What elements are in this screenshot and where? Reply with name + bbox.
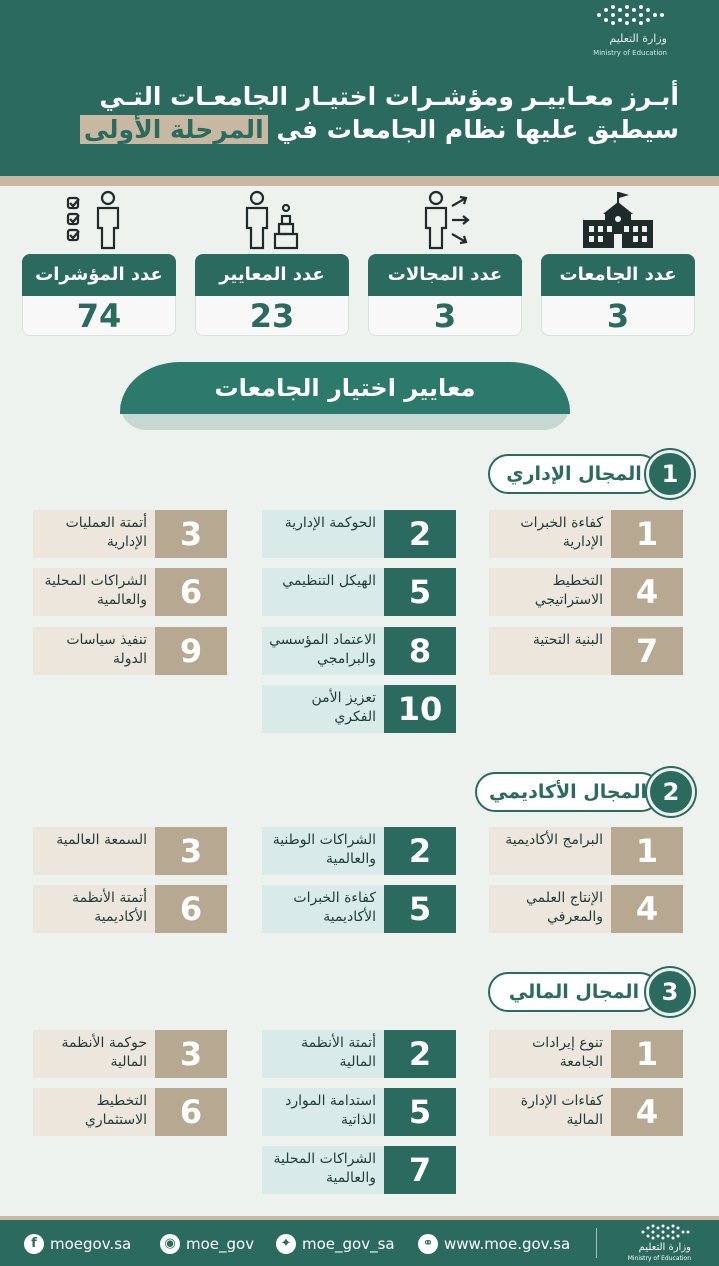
footer	[0, 1220, 719, 1266]
domain-number: 2	[647, 768, 695, 816]
criterion-text: أتمتة الأنظمة الأكاديمية	[33, 885, 155, 933]
criterion-item	[33, 627, 227, 675]
criterion-text: أتمتة العمليات الإدارية	[33, 510, 155, 558]
domain-number: 3	[646, 968, 694, 1016]
criterion-text: استدامة الموارد الذاتية	[262, 1088, 384, 1136]
criterion-number: 1	[611, 827, 683, 875]
criterion-item	[489, 627, 683, 675]
criterion-number: 5	[384, 885, 456, 933]
criterion-item	[262, 1030, 456, 1078]
footer-ministry-name-ar: وزارة التعليم	[638, 1242, 691, 1253]
stat-value: 3	[368, 296, 522, 336]
domain-heading-administrative	[488, 450, 694, 498]
criterion-item	[33, 510, 227, 558]
ministry-dots-icon	[639, 1224, 691, 1240]
criterion-text: البرامج الأكاديمية	[489, 827, 611, 875]
criterion-text: تعزيز الأمن الفكري	[262, 685, 384, 733]
criterion-item	[489, 1030, 683, 1078]
criterion-item	[33, 885, 227, 933]
criterion-item	[33, 827, 227, 875]
twitter-link[interactable]	[276, 1232, 416, 1256]
criterion-item	[489, 1088, 683, 1136]
ministry-name-en: Ministry of Education	[593, 49, 667, 57]
criterion-text: كفاءات الإدارة المالية	[489, 1088, 611, 1136]
criterion-text: التخطيط الاستثماري	[33, 1088, 155, 1136]
stat-criteria	[195, 190, 349, 338]
footer-ministry-name-en: Ministry of Education	[627, 1255, 691, 1262]
criterion-number: 10	[384, 685, 456, 733]
criterion-number: 3	[155, 510, 227, 558]
instagram-handle: moe_gov	[186, 1235, 255, 1253]
criterion-text: التخطيط الاستراتيجي	[489, 568, 611, 616]
twitter-icon: ✦	[276, 1234, 296, 1254]
criterion-text: السمعة العالمية	[33, 827, 155, 875]
checklist-person-icon	[62, 190, 136, 250]
header	[0, 0, 719, 176]
domain-number: 1	[646, 450, 694, 498]
criterion-item	[262, 510, 456, 558]
facebook-link[interactable]	[24, 1232, 144, 1256]
section-title: معايير اختيار الجامعات	[120, 362, 570, 414]
criterion-number: 8	[384, 627, 456, 675]
criterion-item	[33, 568, 227, 616]
stat-universities	[541, 190, 695, 338]
criterion-text: كفاءة الخبرات الإدارية	[489, 510, 611, 558]
person-podium-icon	[235, 190, 309, 250]
stat-label: عدد المعايير	[195, 254, 349, 296]
stat-domains	[368, 190, 522, 338]
globe-icon: ⚭	[418, 1234, 438, 1254]
stat-indicators	[22, 190, 176, 338]
facebook-handle: moegov.sa	[50, 1235, 132, 1253]
page-title	[19, 80, 679, 146]
stat-value: 23	[195, 296, 349, 336]
criterion-number: 5	[384, 1088, 456, 1136]
criterion-item	[262, 1088, 456, 1136]
title-line-1: أبـرز معـاييـر ومؤشـرات اختيـار الجامعـات التـي	[99, 82, 679, 111]
criterion-number: 6	[155, 568, 227, 616]
criterion-number: 2	[384, 510, 456, 558]
criterion-text: تنفيذ سياسات الدولة	[33, 627, 155, 675]
criterion-item	[33, 1088, 227, 1136]
twitter-handle: moe_gov_sa	[302, 1235, 395, 1253]
criterion-item	[262, 685, 456, 733]
criterion-number: 7	[611, 627, 683, 675]
ministry-logo	[544, 4, 669, 60]
criterion-number: 7	[384, 1146, 456, 1194]
criterion-text: أتمتة الأنظمة المالية	[262, 1030, 384, 1078]
criterion-text: الشراكات المحلية والعالمية	[262, 1146, 384, 1194]
criterion-item	[262, 568, 456, 616]
university-building-icon	[581, 190, 655, 250]
domain-heading-academic	[475, 768, 694, 816]
domain-title: المجال الإداري	[488, 454, 660, 494]
stat-label: عدد المجالات	[368, 254, 522, 296]
criterion-number: 2	[384, 827, 456, 875]
website-link[interactable]	[418, 1232, 583, 1256]
criterion-text: الشراكات المحلية والعالمية	[33, 568, 155, 616]
facebook-icon: f	[24, 1234, 44, 1254]
criterion-number: 4	[611, 1088, 683, 1136]
criterion-item	[262, 827, 456, 875]
criterion-number: 4	[611, 885, 683, 933]
website-url: www.moe.gov.sa	[444, 1235, 571, 1253]
criterion-item	[262, 1146, 456, 1194]
criterion-number: 9	[155, 627, 227, 675]
domain-title: المجال المالي	[488, 972, 660, 1012]
criterion-text: حوكمة الأنظمة المالية	[33, 1030, 155, 1078]
stat-label: عدد المؤشرات	[22, 254, 176, 296]
footer-separator	[596, 1228, 597, 1258]
footer-ministry-logo	[599, 1222, 691, 1264]
title-highlight: المرحلة الأولى	[80, 115, 268, 144]
criterion-number: 6	[155, 885, 227, 933]
criterion-number: 3	[155, 1030, 227, 1078]
criterion-item	[262, 627, 456, 675]
criterion-text: البنية التحتية	[489, 627, 611, 675]
domain-heading-financial	[488, 968, 694, 1016]
title-line-2-text: سيطبق عليها نظام الجامعات في	[267, 115, 679, 144]
ministry-dots-icon	[594, 4, 669, 26]
criterion-item	[262, 885, 456, 933]
criterion-text: كفاءة الخبرات الأكاديمية	[262, 885, 384, 933]
criterion-number: 4	[611, 568, 683, 616]
criterion-number: 2	[384, 1030, 456, 1078]
criterion-item	[489, 827, 683, 875]
ministry-name-ar: وزارة التعليم	[609, 32, 667, 45]
criterion-number: 5	[384, 568, 456, 616]
criterion-number: 6	[155, 1088, 227, 1136]
section-banner	[120, 362, 570, 428]
instagram-link[interactable]	[160, 1232, 270, 1256]
criterion-item	[489, 568, 683, 616]
domain-title: المجال الأكاديمي	[475, 772, 661, 812]
criterion-text: الشراكات الوطنية والعالمية	[262, 827, 384, 875]
criterion-number: 1	[611, 510, 683, 558]
criterion-text: الحوكمة الإدارية	[262, 510, 384, 558]
title-line-2	[19, 113, 679, 146]
criterion-text: الاعتماد المؤسسي والبرامجي	[262, 627, 384, 675]
header-divider	[0, 176, 719, 186]
instagram-icon: ◉	[160, 1234, 180, 1254]
criterion-item	[489, 510, 683, 558]
person-arrows-icon	[408, 190, 482, 250]
criterion-number: 3	[155, 827, 227, 875]
criterion-number: 1	[611, 1030, 683, 1078]
criterion-text: تنوع إيرادات الجامعة	[489, 1030, 611, 1078]
stat-label: عدد الجامعات	[541, 254, 695, 296]
criterion-text: الإنتاج العلمي والمعرفي	[489, 885, 611, 933]
stat-value: 3	[541, 296, 695, 336]
criterion-item	[489, 885, 683, 933]
stat-value: 74	[22, 296, 176, 336]
criterion-text: الهيكل التنظيمي	[262, 568, 384, 616]
criterion-item	[33, 1030, 227, 1078]
